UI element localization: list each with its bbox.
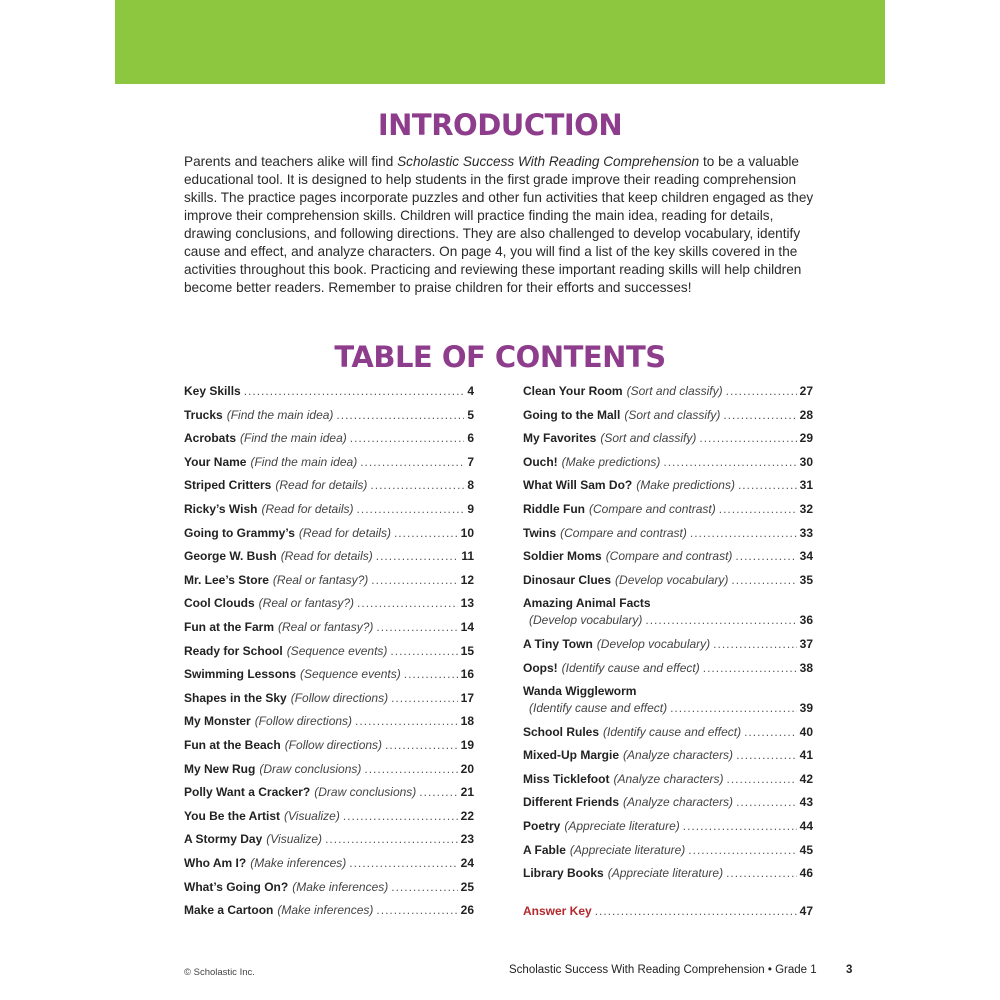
toc-entry-title: Ricky’s Wish — [184, 502, 258, 516]
toc-leader-dots — [385, 738, 458, 752]
toc-entry-skill: (Appreciate literature) — [607, 866, 724, 881]
toc-entry-page: 28 — [799, 407, 813, 422]
toc-entry — [184, 667, 474, 683]
toc-entry-skill: (Follow directions) — [254, 714, 353, 729]
toc-entry-title: Fun at the Farm — [184, 620, 275, 634]
toc-entry-skill: (Find the main idea) — [240, 431, 347, 446]
toc-entry-page: 15 — [460, 643, 474, 658]
toc-entry — [184, 714, 474, 730]
toc-entry — [523, 502, 813, 518]
toc-entry — [523, 573, 813, 589]
toc-entry-title: My Favorites — [523, 431, 597, 446]
toc-entry-title: Cool Clouds — [184, 596, 255, 611]
toc-entry-skill: (Follow directions) — [290, 690, 389, 705]
toc-leader-dots — [364, 762, 457, 776]
toc-entry — [184, 431, 474, 447]
toc-leader-dots — [683, 819, 797, 833]
toc-entry — [184, 455, 474, 471]
toc-entry-page: 13 — [460, 596, 474, 611]
toc-entry-page: 36 — [799, 613, 813, 628]
toc-entry-page: 25 — [460, 879, 474, 894]
toc-entry — [184, 502, 474, 518]
toc-leader-dots — [726, 866, 797, 880]
toc-entry-title: Your Name — [184, 454, 247, 469]
toc-entry — [184, 620, 474, 636]
toc-leader-dots — [731, 573, 796, 587]
copyright-notice: © Scholastic Inc. — [184, 967, 255, 978]
toc-entry-page: 47 — [799, 903, 813, 918]
toc-entry-skill: (Visualize) — [266, 832, 323, 847]
intro-text-after: to be a valuable educational tool. It is designed to help students in the first grade improve their reading comprehension skills. The practice pages incorporate puzzles and other fun activities that keep children engaged as they improve their comprehension skills. Children will practice finding the main idea, reading for details, drawing conclusions, and following directions. They are also challenged to develop vocabulary, identify cause and effect, and analyze characters. On page 4, you will find a list of the key skills covered in the activities throughout this book. Practicing and reviewing these important reading skills will help children become better readers. Remember to praise children for their efforts and successes! — [184, 154, 814, 295]
toc-leader-dots — [703, 661, 797, 675]
toc-entry-skill: (Develop vocabulary) — [529, 613, 643, 628]
toc-leader-dots — [244, 384, 465, 398]
toc-leader-dots — [336, 408, 464, 422]
toc-entry-page: 8 — [467, 478, 474, 493]
toc-entry-page: 6 — [467, 431, 474, 446]
toc-entry-title: Poetry — [523, 819, 561, 833]
toc-entry-skill: (Read for details) — [298, 525, 391, 540]
toc-entry-skill: (Identify cause and effect) — [603, 724, 742, 739]
toc-entry-skill: (Find the main idea) — [250, 454, 358, 469]
toc-entry-skill: (Compare and contrast) — [589, 502, 716, 516]
toc-entry-skill: (Identify cause and effect) — [529, 701, 668, 716]
toc-entry — [523, 866, 813, 882]
toc-entry-page: 35 — [799, 572, 813, 587]
toc-entry-skill: (Real or fantasy?) — [258, 596, 355, 611]
toc-entry-page: 42 — [799, 771, 813, 786]
toc-leader-dots — [719, 502, 797, 516]
page-number: 3 — [846, 964, 853, 976]
toc-entry — [523, 843, 813, 859]
toc-entry-skill: (Sort and classify) — [624, 407, 721, 422]
toc-entry-page: 23 — [460, 832, 474, 847]
toc-entry-page: 16 — [460, 667, 474, 682]
toc-entry — [523, 455, 813, 471]
toc-entry-page: 7 — [467, 454, 474, 469]
toc-entry — [184, 573, 474, 589]
toc-entry-title: Going to Grammy’s — [184, 525, 295, 540]
toc-entry — [523, 384, 813, 400]
toc-entry — [523, 772, 813, 788]
toc-entry-skill: (Appreciate literature) — [564, 819, 680, 833]
toc-entry — [184, 384, 474, 400]
toc-entry — [523, 661, 813, 677]
toc-entry-page: 22 — [460, 808, 474, 823]
toc-leader-dots — [736, 795, 797, 809]
toc-entry-title: Mixed-Up Margie — [523, 748, 620, 763]
toc-entry-page: 33 — [799, 525, 813, 540]
toc-leader-dots — [350, 431, 465, 445]
toc-leader-dots — [663, 455, 796, 469]
toc-entry — [184, 785, 474, 801]
toc-entry-title: Shapes in the Sky — [184, 690, 287, 705]
toc-leader-dots — [736, 748, 797, 762]
toc-entry-title: Polly Want a Cracker? — [184, 785, 311, 800]
toc-entry — [184, 809, 474, 825]
toc-entry-title: Mr. Lee’s Store — [184, 572, 269, 587]
toc-entry — [523, 748, 813, 764]
toc-entry-title: Striped Critters — [184, 478, 272, 493]
toc-leader-dots — [738, 478, 797, 492]
toc-entry-page: 10 — [460, 525, 474, 540]
toc-entry-page: 5 — [467, 407, 474, 422]
toc-entry-title: Oops! — [523, 660, 558, 675]
toc-entry-skill: (Read for details) — [275, 478, 368, 493]
toc-entry-title: Twins — [523, 525, 557, 540]
toc-entry-skill: (Sequence events) — [300, 667, 401, 682]
toc-entry-page: 31 — [799, 478, 813, 493]
toc-entry-page: 14 — [460, 620, 474, 634]
toc-entry-page: 26 — [460, 903, 474, 918]
toc-entry-title: George W. Bush — [184, 549, 277, 564]
toc-entry-title: Going to the Mall — [523, 407, 621, 422]
toc-entry — [184, 526, 474, 542]
toc-entry-page: 29 — [799, 431, 813, 446]
toc-entry-title: Ready for School — [184, 643, 283, 658]
toc-entry-page: 45 — [799, 842, 813, 857]
toc-leader-dots — [713, 637, 796, 651]
toc-leader-dots — [419, 785, 457, 799]
toc-entry-skill: (Sort and classify) — [600, 431, 697, 446]
toc-entry-line — [523, 684, 813, 700]
toc-entry — [523, 725, 813, 741]
header-banner — [115, 0, 885, 84]
toc-entry-skill: (Follow directions) — [284, 738, 383, 752]
toc-entry-title: Acrobats — [184, 431, 237, 446]
toc-entry-skill: (Make inferences) — [292, 879, 389, 894]
toc-entry — [523, 795, 813, 811]
toc-leader-dots — [325, 832, 458, 846]
toc-entry-page: 27 — [799, 384, 813, 398]
toc-entry-page: 18 — [460, 714, 474, 729]
toc-leader-dots — [688, 843, 796, 857]
toc-entry — [523, 549, 813, 565]
toc-entry-skill: (Draw conclusions) — [314, 785, 417, 800]
toc-entry-page: 19 — [460, 738, 474, 752]
toc-entry-skill: (Identify cause and effect) — [561, 660, 700, 675]
toc-entry-title: A Tiny Town — [523, 636, 593, 651]
toc-entry-title: Miss Ticklefoot — [523, 771, 610, 786]
toc-entry-page: 11 — [461, 549, 474, 564]
toc-entry-page: 24 — [460, 856, 474, 870]
toc-entry-skill: (Analyze characters) — [613, 771, 724, 786]
toc-entry-skill: (Develop vocabulary) — [596, 636, 711, 651]
toc-entry-skill: (Make inferences) — [277, 903, 374, 918]
toc-leader-dots — [723, 408, 796, 422]
toc-entry — [184, 478, 474, 494]
toc-leader-dots — [360, 455, 464, 469]
toc-entry-skill: (Make predictions) — [561, 454, 661, 469]
toc-entry-page: 9 — [467, 502, 474, 516]
toc-leader-dots — [357, 596, 458, 610]
toc-leader-dots — [349, 856, 457, 870]
footer-book-title: Scholastic Success With Reading Comprehension • Grade 1 — [509, 964, 817, 976]
toc-entry — [184, 832, 474, 848]
toc-entry-skill: (Make predictions) — [636, 478, 735, 493]
toc-entry — [523, 478, 813, 494]
toc-entry-title: Soldier Moms — [523, 549, 602, 564]
toc-entry — [523, 526, 813, 542]
toc-entry-page: 46 — [799, 866, 813, 881]
toc-entry-skill: (Draw conclusions) — [259, 761, 362, 776]
toc-entry-page: 41 — [799, 748, 813, 763]
toc-entry — [184, 644, 474, 660]
toc-entry-page: 20 — [460, 761, 474, 776]
toc-entry-page: 37 — [799, 636, 813, 651]
toc-entry-title: Amazing Animal Facts — [523, 596, 651, 611]
intro-text-before: Parents and teachers alike will find — [184, 154, 398, 169]
introduction-paragraph — [184, 153, 824, 297]
toc-entry — [184, 856, 474, 872]
toc-entry-title: My New Rug — [184, 761, 256, 776]
toc-entry-skill: (Find the main idea) — [226, 407, 334, 422]
toc-leader-dots — [727, 772, 797, 786]
toc-entry-title: Riddle Fun — [523, 502, 585, 516]
toc-entry — [184, 762, 474, 778]
toc-entry — [184, 691, 474, 707]
toc-entry-title: Swimming Lessons — [184, 667, 297, 682]
toc-entry-line — [523, 596, 813, 612]
toc-entry-skill: (Read for details) — [261, 502, 354, 516]
toc-leader-dots — [744, 725, 797, 739]
toc-entry-skill: (Real or fantasy?) — [278, 620, 374, 634]
toc-leader-dots — [726, 384, 797, 398]
toc-entry — [523, 431, 813, 447]
toc-entry — [184, 903, 474, 919]
toc-entry-title: Who Am I? — [184, 856, 247, 870]
toc-leader-dots — [371, 573, 457, 587]
toc-entry-title: Key Skills — [184, 384, 241, 398]
toc-entry-title: Library Books — [523, 866, 604, 881]
toc-entry-skill: (Appreciate literature) — [569, 842, 686, 857]
toc-entry-skill: (Compare and contrast) — [560, 525, 687, 540]
toc-entry-title: Fun at the Beach — [184, 738, 281, 752]
toc-leader-dots — [645, 613, 796, 627]
toc-entry-title: Dinosaur Clues — [523, 572, 612, 587]
toc-leader-dots — [404, 667, 458, 681]
toc-entry-title: Clean Your Room — [523, 384, 623, 398]
toc-entry — [184, 549, 474, 565]
toc-entry — [184, 408, 474, 424]
toc-entry-page: 32 — [799, 502, 813, 516]
toc-leader-dots — [391, 880, 457, 894]
introduction-heading: INTRODUCTION — [377, 108, 623, 142]
toc-entry-page: 38 — [799, 660, 813, 675]
toc-entry-skill: (Sequence events) — [286, 643, 388, 658]
toc-entry-title: A Stormy Day — [184, 832, 263, 847]
toc-entry-line — [523, 701, 813, 715]
toc-leader-dots — [699, 431, 796, 445]
toc-entry-title: Wanda Wiggleworm — [523, 684, 637, 699]
toc-entry-line — [523, 613, 813, 627]
toc-entry — [184, 738, 474, 754]
toc-entry-page: 34 — [799, 549, 813, 564]
toc-leader-dots — [690, 526, 797, 540]
toc-entry-page: 21 — [460, 785, 474, 800]
toc-entry-title: My Monster — [184, 714, 251, 729]
toc-entry-skill: (Visualize) — [284, 808, 340, 823]
toc-leader-dots — [390, 644, 457, 658]
toc-entry-skill: (Read for details) — [280, 549, 373, 564]
toc-entry-page: 40 — [799, 724, 813, 739]
toc-entry — [523, 596, 813, 630]
toc-entry — [184, 596, 474, 612]
toc-entry — [523, 408, 813, 424]
toc-entry-title: Make a Cartoon — [184, 903, 274, 918]
toc-entry — [184, 880, 474, 896]
toc-leader-dots — [670, 701, 797, 715]
toc-entry — [523, 684, 813, 718]
toc-leader-dots — [370, 478, 464, 492]
toc-leader-dots — [735, 549, 796, 563]
toc-leader-dots — [343, 809, 458, 823]
toc-entry-title: Ouch! — [523, 454, 558, 469]
toc-entry-skill: (Real or fantasy?) — [272, 572, 369, 587]
table-of-contents-heading: TABLE OF CONTENTS — [334, 340, 666, 374]
toc-entry-title: What Will Sam Do? — [523, 478, 633, 493]
toc-leader-dots — [376, 903, 457, 917]
toc-entry-skill: (Make inferences) — [250, 856, 347, 870]
toc-entry-page: 43 — [799, 795, 813, 810]
toc-leader-dots — [394, 526, 458, 540]
toc-entry-title: A Fable — [523, 842, 566, 857]
toc-entry-page: 39 — [799, 701, 813, 716]
toc-entry — [523, 819, 813, 835]
toc-entry-skill: (Develop vocabulary) — [615, 572, 729, 587]
toc-entry-title: Answer Key — [523, 903, 592, 918]
toc-entry-skill: (Compare and contrast) — [605, 549, 733, 564]
toc-entry-skill: (Sort and classify) — [626, 384, 723, 398]
toc-leader-dots — [357, 502, 465, 516]
toc-entry-skill: (Analyze characters) — [623, 748, 734, 763]
toc-entry-page: 17 — [460, 690, 474, 705]
toc-entry — [523, 637, 813, 653]
toc-entry-title: You Be the Artist — [184, 808, 281, 823]
toc-entry-title: Different Friends — [523, 795, 620, 810]
toc-entry-page: 44 — [799, 819, 813, 833]
toc-leader-dots — [595, 904, 797, 918]
toc-leader-dots — [391, 691, 458, 705]
toc-entry-page: 12 — [460, 572, 474, 587]
toc-leader-dots — [376, 620, 457, 634]
toc-leader-dots — [376, 549, 459, 563]
toc-entry-title: What’s Going On? — [184, 879, 289, 894]
intro-book-title: Scholastic Success With Reading Comprehension — [397, 154, 700, 169]
toc-entry — [523, 904, 813, 920]
toc-entry-page: 4 — [467, 384, 474, 398]
toc-entry-title: Trucks — [184, 407, 223, 422]
toc-leader-dots — [355, 714, 458, 728]
toc-entry-page: 30 — [799, 454, 813, 469]
toc-entry-skill: (Analyze characters) — [623, 795, 734, 810]
toc-entry-title: School Rules — [523, 724, 600, 739]
